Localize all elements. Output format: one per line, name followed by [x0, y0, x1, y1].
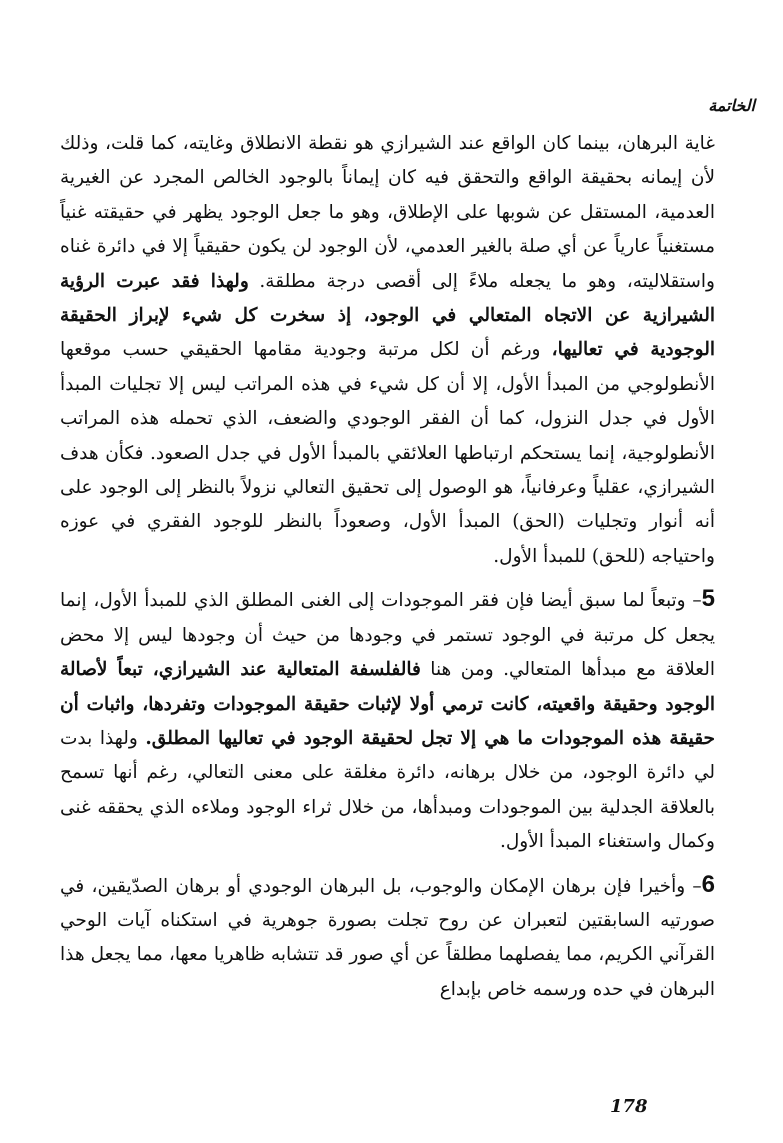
- running-head: الخاتمة: [708, 96, 755, 115]
- paragraph-6: [60, 868, 715, 1008]
- paragraph-number-6: 6: [701, 870, 715, 898]
- paragraph-6-text: – وأخيرا فإن برهان الإمكان والوجوب، بل البرهان الوجودي أو برهان الصدّيقين، في صورتيه السابقتين لتعبران عن روح تجلت بصورة جوهرية في استكناه آيات الوحي القرآني الكريم، مما يفصلهما مطلقاً عن أي صور قد تتشابه ظاهريا معها، مما يجعل هذا البرهان في حده ورسمه خاص بإبداع: [60, 875, 715, 1000]
- paragraph-1-text-a: غاية البرهان، بينما كان الواقع عند الشيرازي هو نقطة الانطلاق وغايته، كما قلت، وذلك لأن إيمانه بحقيقة الواقع والتحقق فيه كان إيماناً بالوجود الخالص المجرد عن الغيرية العدمية، المستقل عن شوبها على الإطلاق، وهو ما جعل الوجود يظهر في حقيقته غنياً مستغنياً عارياً عن أي صلة بالغير العدمي، لأن الوجود لن يكون حقيقياً إلا في دائرة غناه واستقلاليته، وهو ما يجعله ملاءً إلى أقصى درجة مطلقة.: [60, 133, 715, 292]
- paragraph-5: [60, 582, 715, 859]
- paragraph-1-text-b: ورغم أن لكل مرتبة وجودية مقامها الحقيقي حسب موقعها الأنطولوجي من المبدأ الأول، إلا أن كل شيء في هذه المراتب ليس إلا تجليات المبدأ الأول في جدل النزول، كما أن الفقر الوجودي والضعف، الذي تحمله هذه المراتب الأنطولوجية، إنما يستحكم ارتباطها العلائقي بالمبدأ الأول في جدل الصعود. فكأن هدف الشيرازي، عقلياً وعرفانياً، هو الوصول إلى تحقيق التعالي نزولاً بالنظر إلى الوجود على أنه أنوار وتجليات (الحق) المبدأ الأول، وصعوداً بالنظر للوجود الفقري في عوزه واحتياجه (للحق) للمبدأ الأول.: [60, 339, 716, 567]
- paragraph-5-text-b: ولهذا بدت لي دائرة الوجود، من خلال برهانه، دائرة مغلقة على معنى التعالي، رغم أنها تسمح بالعلاقة الجدلية بين الموجودات ومبدأها، من خلال ثراء الوجود وملاءه الذي يحققه غنى وكمال واستغناء المبدأ الأول.: [60, 727, 715, 853]
- page-number: 178: [610, 1096, 648, 1117]
- paragraph-5-text-a: – وتبعاً لما سبق أيضا فإن فقر الموجودات إلى الغنى المطلق الذي للمبدأ الأول، إنما يجعل كل مرتبة في الوجود تستمر في وجودها من حيث أن وجودها ليس إلا محض العلاقة مع مبدأها المتعالي. ومن هنا: [60, 590, 715, 681]
- paragraph-5-bold: فالفلسفة المتعالية عند الشيرازي، تبعاً لأصالة الوجود وحقيقة واقعيته، كانت ترمي أولا لإثبات حقيقة الموجودات وتفردها، واثبات أن حقيقة هذه الموجودات ما هي إلا تجل لحقيقة الوجود في تعاليها المطلق.: [60, 659, 715, 749]
- paragraph-number-5: 5: [701, 585, 715, 613]
- paragraph-1: [60, 127, 715, 574]
- paragraph-1-bold: ولهذا فقد عبرت الرؤية الشيرازية عن الاتجاه المتعالي في الوجود، إذ سخرت كل شيء لإبراز الحقيقة الوجودية في تعاليها،: [60, 270, 716, 361]
- body-text: [60, 127, 715, 1007]
